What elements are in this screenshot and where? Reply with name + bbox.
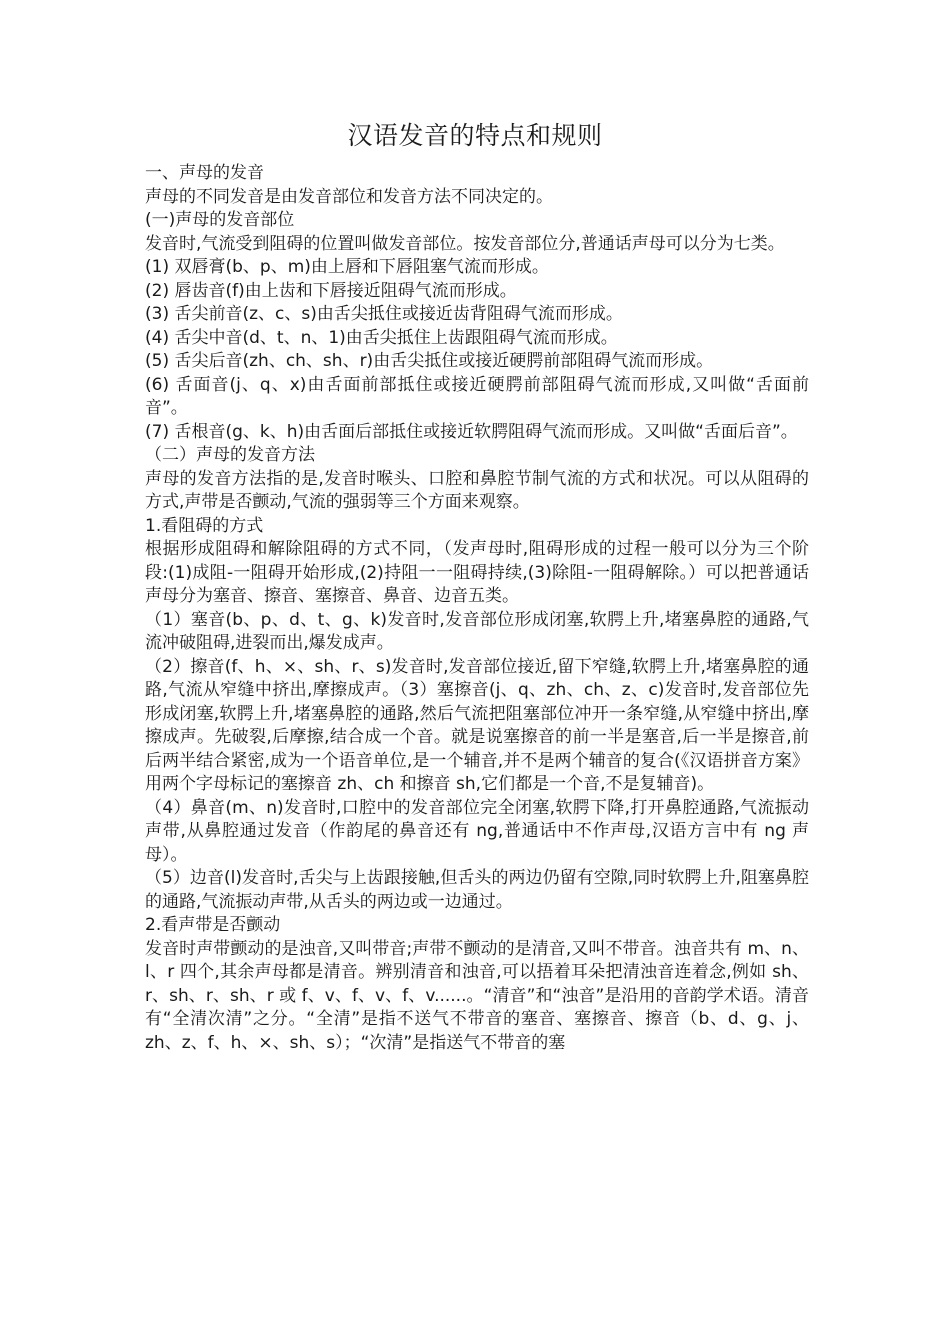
paragraph: 根据形成阻碍和解除阻碍的方式不同，（发声母时,阻碍形成的过程一般可以分为三个阶段:(1)成阻-一阻碍开始形成,(2)持阻一一阻碍持续,(3)除阻-一阻碍解除。）可以把普通话声母分为塞音、擦音、塞擦音、鼻音、边音五类。 <box>145 539 809 606</box>
paragraph: （2）擦音(f、h、×、sh、r、s)发音时,发音部位接近,留下窄缝,软腭上升,堵塞鼻腔的通路,气流从窄缝中挤出,摩擦成声。（3）塞擦音(j、q、zh、ch、z、c)发音时,发音部位先形成闭塞,软腭上升,堵塞鼻腔的通路,然后气流把阻塞部位冲开一条窄缝,从窄缝中挤出,摩擦成声。先破裂,后摩擦,结合成一个音。就是说塞擦音的前一半是塞音,后一半是擦音,前后两半结合紧密,成为一个语音单位,是一个辅音,并不是两个辅音的复合(《汉语拼音方案》用两个字母标记的塞擦音 zh、ch 和擦音 sh,它们都是一个音,不是复辅音)。 <box>145 656 809 794</box>
paragraph: （4）鼻音(m、n)发音时,口腔中的发音部位完全闭塞,软腭下降,打开鼻腔通路,气流振动声带,从鼻腔通过发音（作韵尾的鼻音还有 ng,普通话中不作声母,汉语方言中有 ng 声母）。 <box>145 797 809 865</box>
section-heading: 一、声母的发音 <box>145 163 264 183</box>
list-item: (2) 唇齿音(f)由上齿和下唇接近阻碍气流而形成。 <box>145 280 517 301</box>
paragraph: （1）塞音(b、p、d、t、g、k)发音时,发音部位形成闭塞,软腭上升,堵塞鼻腔的通路,气流冲破阻碍,进裂而出,爆发成声。 <box>145 609 809 653</box>
subsection-heading: 1.看阻碍的方式 <box>145 515 264 536</box>
paragraph: 声母的发音方法指的是,发音时喉头、口腔和鼻腔节制气流的方式和状况。可以从阻碍的方式,声带是否颤动,气流的强弱等三个方面来观察。 <box>145 468 809 512</box>
document-body <box>145 162 809 1055</box>
list-item: (7) 舌根音(g、k、h)由舌面后部抵住或接近软腭阻碍气流而形成。又叫做“舌面后音”。 <box>145 421 798 442</box>
list-item: (5) 舌尖后音(zh、ch、sh、r)由舌尖抵住或接近硬腭前部阻碍气流而形成。 <box>145 351 714 371</box>
paragraph: （5）边音(l)发音时,舌尖与上齿跟接触,但舌头的两边仍留有空隙,同时软腭上升,阻塞鼻腔的通路,气流振动声带,从舌头的两边或一边通过。 <box>145 868 809 912</box>
subsection-heading: 2.看声带是否颤动 <box>145 915 281 935</box>
list-item: (4) 舌尖中音(d、t、n、1)由舌尖抵住上齿跟阻碍气流而形成。 <box>145 327 618 348</box>
paragraph: 发音时声带颤动的是浊音,又叫带音;声带不颤动的是清音,又叫不带音。浊音共有 m、n、l、r 四个,其余声母都是清音。辨别清音和浊音,可以捂着耳朵把清浊音连着念,例如 sh、r、sh、r、sh、r 或 f、v、f、v、f、v......。“清音”和“浊音”是沿用的音韵学术语。清音有“全清次清”之分。“全清”是指不送气不带音的塞音、塞擦音、擦音（b、d、g、j、zh、z、f、h、×、sh、s）；“次清”是指送气不带音的塞 <box>145 938 809 1053</box>
paragraph: 发音时,气流受到阻碍的位置叫做发音部位。按发音部位分,普通话声母可以分为七类。 <box>145 233 785 254</box>
list-item: (6) 舌面音(j、q、x)由舌面前部抵住或接近硬腭前部阻碍气流而形成,又叫做“舌面前音”。 <box>145 374 809 418</box>
document-title: 汉语发音的特点和规则 <box>347 121 603 150</box>
subsection-heading: （二）声母的发音方法 <box>145 445 315 465</box>
list-item: (3) 舌尖前音(z、c、s)由舌尖抵住或接近齿背阻碍气流而形成。 <box>145 304 623 324</box>
list-item: (1) 双唇膏(b、p、m)由上唇和下唇阻塞气流而形成。 <box>145 257 549 277</box>
subsection-heading: (一)声母的发音部位 <box>145 210 295 230</box>
paragraph: 声母的不同发音是由发音部位和发音方法不同决定的。 <box>145 186 553 207</box>
